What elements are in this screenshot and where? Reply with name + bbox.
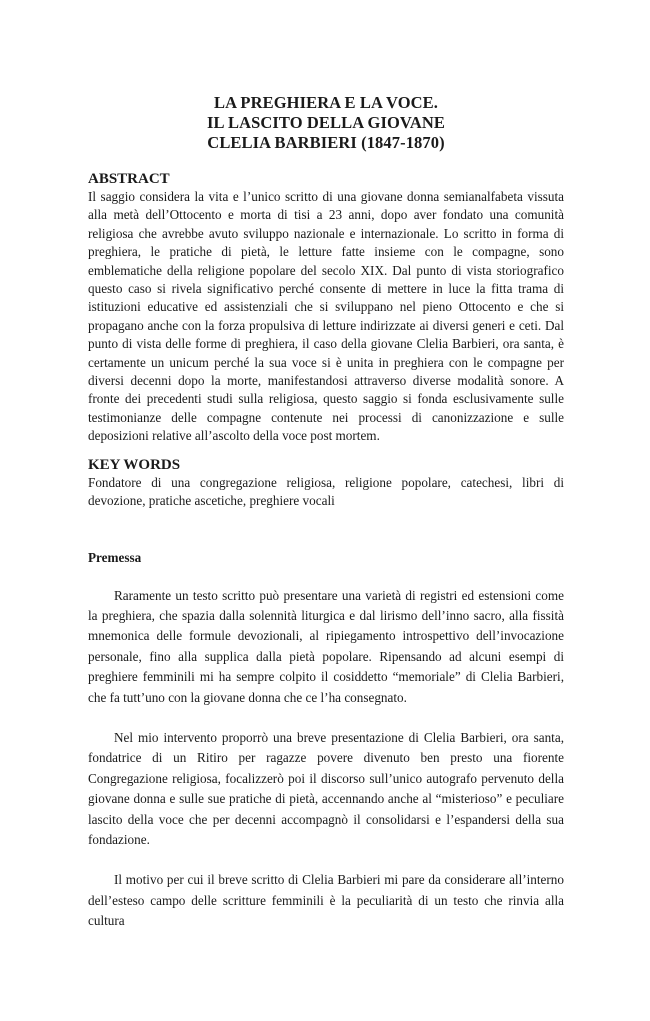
title-line-1: LA PREGHIERA E LA VOCE. [213,93,438,112]
body-paragraph-3: Il motivo per cui il breve scritto di Clelia Barbieri mi pare da considerare all’interno dell’esteso campo delle scritture femminili è la peculiarità di un testo che rinvia alla cultura [88,872,564,929]
document-page [0,93,650,1021]
abstract-heading: ABSTRACT [88,171,170,187]
keywords-text: Fondatore di una congregazione religiosa, religione popolare, catechesi, libri di devozione, pratiche ascetiche, preghiere vocali [88,474,564,509]
keywords-heading: KEY WORDS [88,456,181,473]
title-line-3: CLELIA BARBIERI (1847-1870) [207,133,445,152]
title-line-2: IL LASCITO DELLA GIOVANE [207,113,445,132]
document-title [88,93,564,153]
body-paragraph-2: Nel mio intervento proporrò una breve presentazione di Clelia Barbieri, ora santa, fondatrice di un Ritiro per ragazze povere divenuto ben presto una fiorente Congregazione religiosa, focalizzerò poi il discorso sull’unico autografo pervenuto della giovane donna e sulle sue pratiche di pietà, accennando anche al “misterioso” e peculiare lascito della voce che per decenni accompagnò il consolidarsi e l’espandersi della sua fondazione. [88,729,564,847]
body-paragraph-1: Raramente un testo scritto può presentare una varietà di registri ed estensioni come la preghiera, che spazia dalla solennità liturgica e dal lirismo dell’inno sacro, alla fissità mnemonica delle formule devozionali, al ripiegamento introspettivo dell’invocazione personale, fino alla supplica dalla pietà popolare. Ripensando ad alcuni esempi di preghiere femminili mi ha sempre colpito il cosiddetto “memoriale” di Clelia Barbieri, che fa tutt’uno con la giovane donna che ce l’ha consegnato. [88,587,564,705]
abstract-text: Il saggio considera la vita e l’unico scritto di una giovane donna semianalfabeta vissuta alla metà dell’Ottocento e morta di tisi a 23 anni, dopo aver fondato una comunità religiosa che avrebbe avuto sviluppo nazionale e internazionale. Lo scritto in forma di preghiera, le pratiche di pietà, le letture fatte insieme con le compagne, sono emblematiche della religione popolare del secolo XIX. Dal punto di vista storiografico questo caso si rivela significativo perché consente di mettere in luce la fitta trama di istituzioni educative ed assistenziali che si sviluppano nel pieno Ottocento e che si propagano anche con la forza propulsiva di letture indirizzate ai diversi generi e ceti. Dal punto di vista delle forme di preghiera, il caso della giovane Clelia Barbieri, ora santa, è certamente un unicum perché la sua voce si è unita in preghiera con le compagne per diversi decenni dopo la morte, manifestandosi attraverso diverse modalità sonore. A fronte dei precedenti studi sulla religiosa, questo saggio si fonda esclusivamente sulle testimonianze delle compagne contenute nei processi di canonizzazione e sulle deposizioni relative all’ascolto della voce post mortem. [88,189,564,444]
premessa-heading: Premessa [88,549,142,565]
